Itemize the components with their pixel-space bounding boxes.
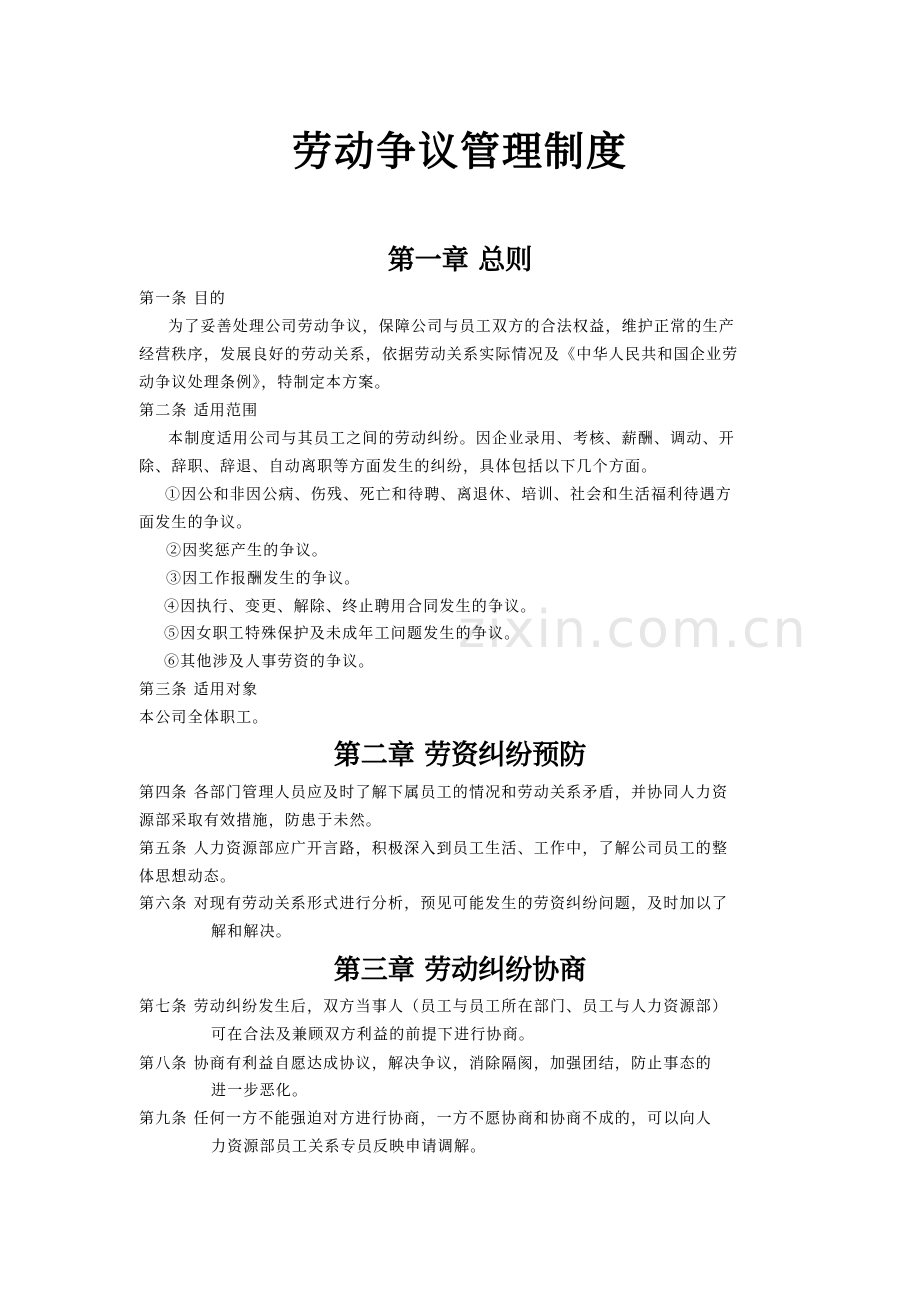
article-line: 第七条 劳动纠纷发生后，双方当事人（员工与员工所在部门、员工与人力资源部） bbox=[139, 997, 729, 1015]
chapter-heading: 第三章 劳动纠纷协商 bbox=[333, 955, 587, 986]
paragraph-line: 经营秩序，发展良好的劳动关系，依据劳动关系实际情况及《中华人民共和国企业劳 bbox=[139, 345, 739, 363]
paragraph-line: 本公司全体职工。 bbox=[139, 708, 269, 726]
paragraph-line: 可在合法及兼顾双方利益的前提下进行协商。 bbox=[211, 1025, 536, 1043]
paragraph-line: 面发生的争议。 bbox=[139, 513, 253, 531]
article-heading: 第三条 适用对象 bbox=[139, 680, 259, 698]
article-line: 第四条 各部门管理人员应及时了解下属员工的情况和劳动关系矛盾，并协同人力资 bbox=[139, 783, 729, 801]
watermark: zixin.com.cn bbox=[458, 600, 808, 660]
paragraph-line: 解和解决。 bbox=[211, 922, 293, 940]
list-item: ①因公和非因公病、伤残、死亡和待聘、离退休、培训、社会和生活福利待遇方 bbox=[165, 485, 733, 503]
article-heading: 第二条 适用范围 bbox=[139, 401, 259, 419]
paragraph-line: 进一步恶化。 bbox=[211, 1081, 309, 1099]
chapter-heading: 第一章 总则 bbox=[387, 245, 533, 276]
article-heading: 第一条 目的 bbox=[139, 289, 226, 307]
list-item: ⑤因女职工特殊保护及未成年工问题发生的争议。 bbox=[164, 624, 521, 642]
article-line: 第六条 对现有劳动关系形式进行分析，预见可能发生的劳资纠纷问题，及时加以了 bbox=[139, 894, 729, 912]
chapter-heading: 第二章 劳资纠纷预防 bbox=[333, 740, 587, 771]
paragraph-line: 除、辞职、辞退、自动离职等方面发生的纠纷，具体包括以下几个方面。 bbox=[139, 457, 658, 475]
article-line: 第八条 协商有利益自愿达成协议，解决争议，消除隔阂，加强团结，防止事态的 bbox=[139, 1054, 712, 1072]
article-line: 第五条 人力资源部应广开言路，积极深入到员工生活、工作中，了解公司员工的整 bbox=[139, 839, 729, 857]
document-title: 劳动争议管理制度 bbox=[292, 129, 628, 175]
paragraph-line: 源部采取有效措施，防患于未然。 bbox=[139, 811, 383, 829]
list-item: ③因工作报酬发生的争议。 bbox=[166, 569, 361, 587]
paragraph-line: 体思想动态。 bbox=[139, 867, 237, 885]
list-item: ②因奖惩产生的争议。 bbox=[166, 541, 329, 559]
list-item: ④因执行、变更、解除、终止聘用合同发生的争议。 bbox=[164, 597, 537, 615]
list-item: ⑥其他涉及人事劳资的争议。 bbox=[164, 652, 375, 670]
paragraph-line: 力资源部员工关系专员反映申请调解。 bbox=[211, 1137, 487, 1155]
paragraph-line: 动争议处理条例》，特制定本方案。 bbox=[139, 373, 391, 391]
paragraph-line: 本制度适用公司与其员工之间的劳动纠纷。因企业录用、考核、薪酬、调动、开 bbox=[168, 429, 736, 447]
paragraph-line: 为了妥善处理公司劳动争议，保障公司与员工双方的合法权益，维护正常的生产 bbox=[168, 317, 736, 335]
article-line: 第九条 任何一方不能强迫对方进行协商，一方不愿协商和协商不成的，可以向人 bbox=[139, 1109, 712, 1127]
